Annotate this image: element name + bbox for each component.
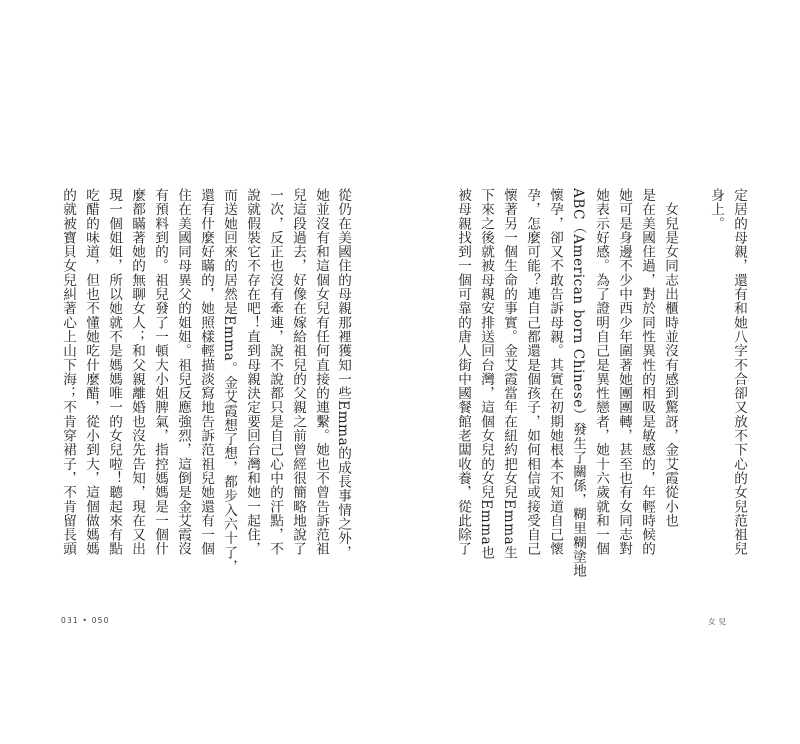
text-column: 住在美國同母異父的姐姐。祖兒反應強烈，這倒是金艾霞沒 (175, 188, 191, 556)
text-column: 孕，怎麼可能？連自己都還是個孩子，如何相信或接受自己 (524, 188, 540, 556)
text-column: 懷孕，卻又不敢告訴母親。其實在初期她根本不知道自己懷 (547, 188, 563, 556)
text-column: 懷著另一個生命的事實。金艾霞當年在紐約把女兒Emma生 (501, 188, 517, 560)
text-column: 她可是身邊不少中西少年圍著她團團轉，甚至也有女同志對 (616, 188, 632, 556)
text-column: 現一個姐姐，所以她就不是媽媽唯一的女兒啦！聽起來有點 (106, 188, 122, 556)
text-column: 是在美國住過，對於同性異性的相吸是敏感的，年輕時候的 (639, 188, 655, 556)
text-column: 女兒是女同志出櫃時並沒有感到驚訝，金艾霞從小也 (662, 188, 678, 528)
page-number: 031 • 050 (61, 616, 110, 625)
running-title: 女兒 (708, 617, 729, 626)
text-column: 還有什麼好瞞的，她照樣輕描淡寫地告訴范祖兒她還有一個 (198, 188, 214, 556)
text-column: 的就被寶貝女兒糾著心上山下海；不肯穿裙子，不肯留長頭 (60, 188, 76, 556)
text-column: 從仍在美國住的母親那裡獲知一些Emma的成長事情之外， (335, 188, 351, 560)
text-column: 兒這段過去，好像在嫁給祖兒的父親之前曾經很簡略地說了 (290, 188, 306, 556)
text-column: 被母親找到一個可靠的唐人街中國餐館老闆收養，從此除了 (455, 188, 471, 556)
text-column: 而送她回來的居然是Emma。金艾霞想了想，都步入六十了， (221, 188, 237, 574)
text-column: ABC（American born Chinese）發生了關係，糊里糊塗地 (570, 188, 586, 578)
text-column: 麼都瞞著她的無聊女人；和父親離婚也沒先告知，現在又出 (129, 188, 145, 556)
text-column: 她表示好感。為了證明自己是異性戀者，她十六歲就和一個 (593, 188, 609, 556)
text-column: 定居的母親，還有和她八字不合卻又放不下心的女兒范祖兒 (731, 188, 747, 556)
text-column: 身上。 (708, 188, 724, 231)
text-column: 有預料到的。祖兒發了一頓大小姐脾氣，指控媽媽是一個什 (152, 188, 168, 556)
text-column: 吃醋的味道，但也不懂她吃什麼醋，從小到大，這個做媽媽 (83, 188, 99, 556)
right-page (400, 0, 800, 744)
text-column: 一次，反正也沒有牽連，說不說都只是自己心中的汗點，不 (267, 188, 283, 556)
text-column: 下來之後就被母親安排送回台灣，這個女兒的女兒Emma也 (478, 188, 494, 560)
text-column: 說就假裝它不存在吧！直到母親決定要回台灣和她一起住， (244, 188, 260, 556)
text-column: 她並沒有和這個女兒有任何直接的連繫。她也不曾告訴范祖 (313, 188, 329, 556)
